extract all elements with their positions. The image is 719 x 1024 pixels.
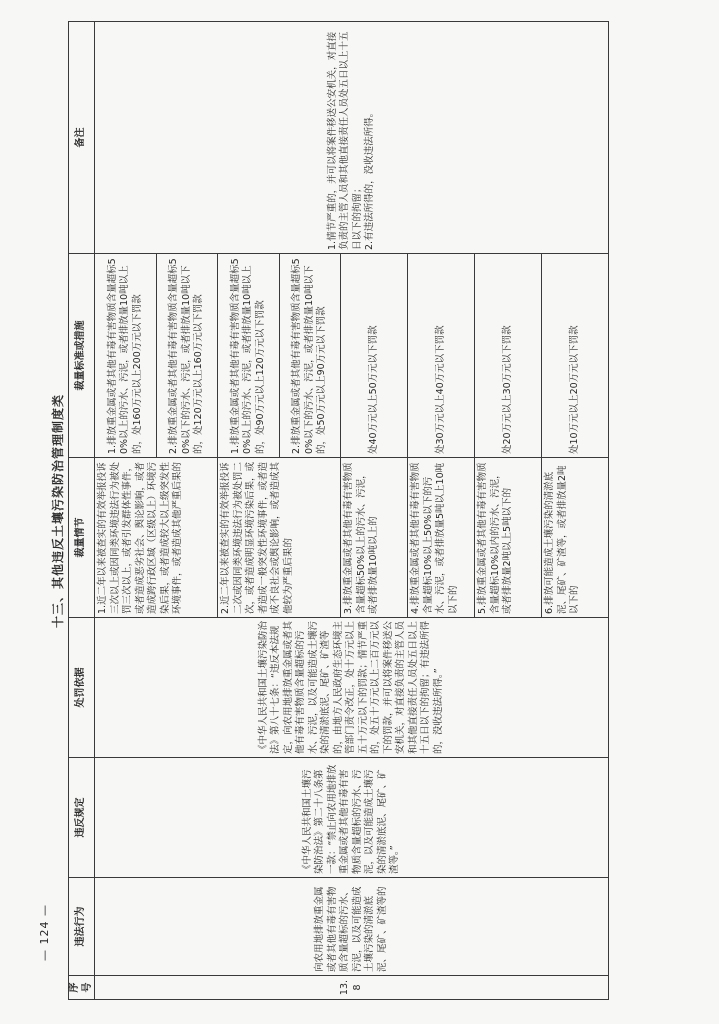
header-standard: 裁量标准或措施 [69, 254, 95, 458]
measure-4: 处30万元以上40万元以下罚款 [408, 254, 475, 458]
circumstance-1: 1.近二年以来被查实的有效举报投诉三次以上或因同类环境违法行为被处罚三次以上，或者引发群体性事件，或者造成恶劣社会、舆论影响，或者造成跨行政区域（区级以上）环境污染后果，或者造成较大以上级突发性环境事件，或者造成其他严重后果的 [95, 458, 218, 618]
header-seq: 序号 [69, 976, 95, 1000]
table-title: 十三、其他违反土壤污染防治管理制度类 [51, 394, 65, 629]
row-basis: 《中华人民共和国土壤污染防治法》第八十七条：“违反本法规定，向农用地排放重金属或者其他有毒有害物质含量超标的污水、污泥，以及可能造成土壤污染的清淤底泥、尾矿、矿渣等的，由地方人民政府生态环境主管部门责令改正，处十万元以上五十万元以下的罚款；情节严重的，处五十万元以上二百万元以下的罚款，并可以将案件移送公安机关，对直接负责的主管人员和其他直接责任人员处五日以上十五日以下的拘留；有违法所得的，没收违法所得。” [95, 618, 609, 758]
row-remarks: 1.情节严重的，并可以将案件移送公安机关，对直接负责的主管人员和其他直接责任人员处五日以上十五日以下的拘留； 2.有违法所得的，没收违法所得。 [95, 22, 609, 254]
row-violation: 向农用地排放重金属或者其他有毒有害物质含量超标的污水、污泥，以及可能造成土壤污染的清淤底泥、尾矿、矿渣等的 [95, 878, 609, 976]
measure-1-1: 1.排放重金属或者其他有毒有害物质含量超标50%以上的污水、污泥，或者排放量10吨以上的，处160万元以上200万元以下罚款 [95, 254, 157, 458]
row-seq: 13.8 [95, 976, 609, 1000]
header-circumstance: 裁量情节 [69, 458, 95, 618]
circumstance-6: 6.排放可能造成土壤污染的清淤底泥、尾矿、矿渣等，或者排放量2吨以下的 [542, 458, 609, 618]
header-regulation: 违反规定 [69, 758, 95, 878]
measure-3: 处40万元以上50万元以下罚款 [341, 254, 408, 458]
header-basis: 处罚依据 [69, 618, 95, 758]
penalty-table [68, 21, 609, 1000]
measure-1-2: 2.排放重金属或者其他有毒有害物质含量超标50%以下的污水、污泥，或者排放量10吨以下的，处120万元以上160万元以下罚款 [156, 254, 218, 458]
header-remarks: 备注 [69, 22, 95, 254]
table-row [95, 22, 157, 1000]
measure-2-2: 2.排放重金属或者其他有毒有害物质含量超标50%以下的污水、污泥，或者排放量10吨以下的，处50万元以上90万元以下罚款 [279, 254, 341, 458]
circumstance-4: 4.排放重金属或者其他有毒有害物质含量超标10%以上50%以下的污水、污泥，或者排放量5吨以上10吨以下的 [408, 458, 475, 618]
rotated-document [48, 22, 698, 1000]
circumstance-2: 2.近二年以来被查实的有效举报投诉二次或因同类环境违法行为被处罚二次，或者造成明显环境污染后果，或者造成一般突发性环境事件，或者造成不良社会或舆论影响，或者造成其他较为严重后果的 [218, 458, 341, 618]
header-violation: 违法行为 [69, 878, 95, 976]
circumstance-5: 5.排放重金属或者其他有毒有害物质含量超标10%以内的污水、污泥，或者排放量2吨以上5吨以下的 [475, 458, 542, 618]
row-regulation: 《中华人民共和国土壤污染防治法》第二十八条第一款：“禁止向农用地排放重金属或者其他有毒有害物质含量超标的污水、污泥，以及可能造成土壤污染的清淤底泥、尾矿、矿渣等。” [95, 758, 609, 878]
page-number: — 124 — [38, 904, 51, 961]
measure-6: 处10万元以上20万元以下罚款 [542, 254, 609, 458]
header-row [69, 22, 95, 1000]
measure-2-1: 1.排放重金属或者其他有毒有害物质含量超标50%以上的污水、污泥，或者排放量10吨以上的，处90万元以上120万元以下罚款 [218, 254, 280, 458]
circumstance-3: 3.排放重金属或者其他有毒有害物质含量超标50%以上的污水、污泥，或者排放量10吨以上的 [341, 458, 408, 618]
measure-5: 处20万元以上30万元以下罚款 [475, 254, 542, 458]
